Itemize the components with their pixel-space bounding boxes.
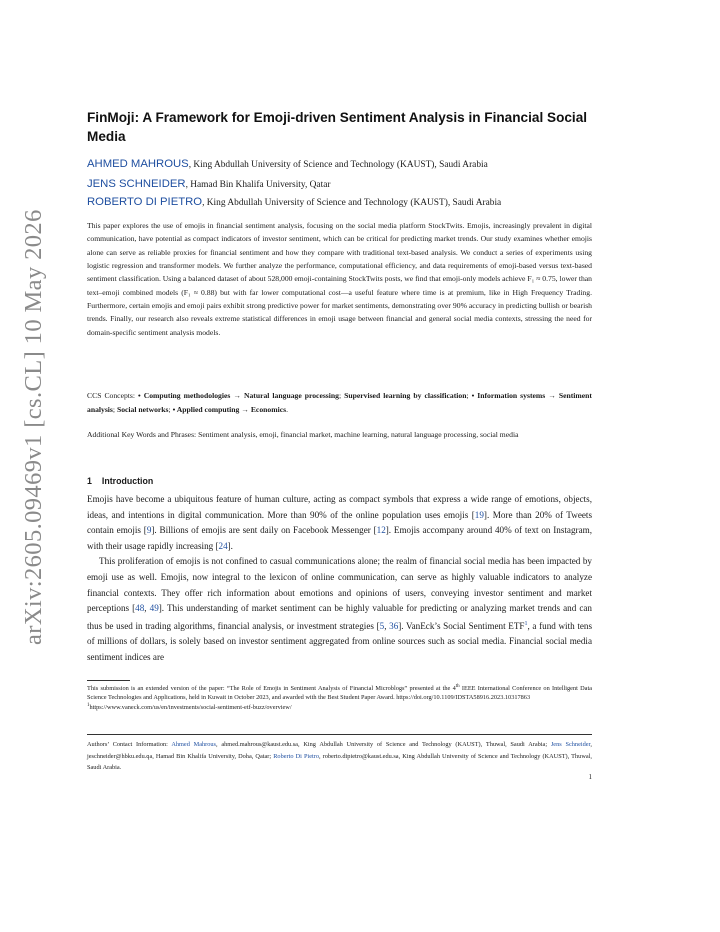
author-line-3 xyxy=(87,195,501,210)
ccs-separator: ; xyxy=(466,391,472,400)
citation-link[interactable]: 19 xyxy=(474,509,484,520)
additional-keywords: Additional Key Words and Phrases: Sentiment analysis, emoji, financial market, machine learning, natural language processing, social media xyxy=(87,430,519,439)
ccs-concept: Supervised learning by classification xyxy=(344,391,467,400)
section-heading xyxy=(87,476,153,486)
ccs-concept: Social networks xyxy=(116,405,169,415)
text-run: , xyxy=(144,603,150,614)
text-run: , a fund with tens of millions of dollars, is solely based on investor sentiment aggregated from online sources such as social media. Financial social media sentiment indices are xyxy=(87,620,593,662)
author-line-2 xyxy=(87,177,331,192)
text-run: ]. Billions of emojis are sent daily on Facebook Messenger [ xyxy=(151,525,377,536)
citation-link[interactable]: 36 xyxy=(389,620,399,631)
citation-link[interactable]: 24 xyxy=(218,540,228,551)
ccs-separator: ; xyxy=(112,405,117,415)
paragraph xyxy=(87,554,592,665)
section-title: Introduction xyxy=(101,476,154,486)
footnote-divider xyxy=(87,680,130,681)
text-run: , ahmed.mahrous@kaust.edu.sa, King Abdullah University of Science and Technology (KAUST), Thuwal, Saudi Arabia; xyxy=(216,741,551,748)
author-name[interactable]: JENS SCHNEIDER xyxy=(87,178,186,190)
ccs-concept: • Applied computing → Economics xyxy=(172,405,287,415)
text-run: ]. VanEck’s Social Sentiment ETF xyxy=(398,620,525,631)
text-run: ]. xyxy=(227,540,233,551)
citation-link[interactable]: 49 xyxy=(149,603,159,614)
text-run: ]. This understanding of market sentiment can be highly valuable for predicting or analyzing market trends and can thus be used in trading algorithms, financial analysis, or investment strategies [ xyxy=(87,603,592,631)
ccs-concepts xyxy=(87,389,592,417)
text-run: , xyxy=(384,620,390,631)
ccs-label: CCS Concepts: xyxy=(87,391,139,400)
superscript: th xyxy=(455,684,460,689)
text-run: Authors’ Contact Information: xyxy=(87,741,172,748)
submission-note xyxy=(87,683,592,702)
citation-link[interactable]: 48 xyxy=(135,603,145,614)
text-run: IEEE International Conference on Intelligent Data Science Technologies and Applications, held in Kuwait in October 2023, and awarded with the Best Student Paper Award. https://doi.org/10.1109/IDSTA58916.2023.10317863 xyxy=(87,685,592,701)
text-run: ]. More than 20% of Tweets contain emojis [ xyxy=(87,509,593,536)
author-affiliation: , King Abdullah University of Science and Technology (KAUST), Saudi Arabia xyxy=(188,160,488,170)
author-name[interactable]: AHMED MAHROUS xyxy=(87,158,189,170)
text-run: This submission is an extended version of the paper: “The Role of Emojis in Sentiment Analysis of Financial Microblogs” presented at the 4 xyxy=(87,685,456,693)
ccs-separator: . xyxy=(286,405,288,415)
ccs-concept: • Information systems → Sentiment analysis xyxy=(87,391,592,415)
ccs-concept: • Computing methodologies → Natural language processing xyxy=(138,391,339,400)
introduction-body xyxy=(87,492,592,666)
paper-title: FinMoji: A Framework for Emoji-driven Sentiment Analysis in Financial Social Media xyxy=(87,110,588,144)
ccs-separator: ; xyxy=(168,405,173,415)
paragraph xyxy=(87,492,592,554)
footnote-url[interactable]: https://www.vaneck.com/us/en/investments/social-sentiment-etf-buzz/overview/ xyxy=(89,704,292,712)
text-run: , jeschneider@hbku.edu.qa, Hamad Bin Khalifa University, Doha, Qatar; xyxy=(87,741,592,760)
section-number: 1 xyxy=(87,476,92,486)
author-affiliation: , King Abdullah University of Science and Technology (KAUST), Saudi Arabia xyxy=(202,198,502,208)
footnotes xyxy=(87,683,592,713)
footnote-number: 1 xyxy=(87,703,90,709)
author-affiliation: , Hamad Bin Khalifa University, Qatar xyxy=(185,180,331,190)
author-name[interactable]: ROBERTO DI PIETRO xyxy=(87,196,203,208)
footnote-1 xyxy=(87,702,592,713)
author-line-1 xyxy=(87,157,488,172)
text-run: This proliferation of emojis is not confined to casual communications alone; the realm of financial social media has been impacted by emoji use as well. Emojis, now integral to the lexicon of online communication, can serve as highly valuable indicators to analyze financial contexts. They offer rich information about emotions and opinions of users, conveying investor sentiment and market perceptions [ xyxy=(87,556,592,614)
author-link[interactable]: Jens Schneider xyxy=(550,741,591,748)
abstract: This paper explores the use of emojis in financial sentiment analysis, focusing on the social media platform StockTwits. Emojis, increasingly prevalent in digital communication, have potential as compact indicators of investor sentiment, which can be critical for predicting market trends. Our study examines whether emojis alone can serve as reliable proxies for financial sentiment and how they compare with traditional text-based analysis. We conduct a series of experiments using logistic regression and transformer models. We further analyze the performance, computational efficiency, and data requirements of emoji-based versus text-based sentiment classification. Using a balanced dataset of about 528,000 emoji-containing StockTwits posts, we find that emoji-only models achieve F₁ ≈ 0.75, lower than text–emoji combined models (F₁ ≈ 0.88) but with far lower computational cost—a useful feature where time is at premium, like in High Frequency Trading. Furthermore, certain emojis and emoji pairs exhibit strong predictive power for market sentiments, demonstrating over 90% accuracy in predicting bullish or bearish trends. Finally, our research also reveals extreme statistical differences in emoji usage between financial and general social media contexts, stressing the need for domain-specific sentiment analysis models. xyxy=(87,221,592,337)
ccs-separator: ; xyxy=(338,391,345,400)
page-number: 1 xyxy=(588,773,592,781)
authors-contact-information xyxy=(87,739,592,774)
contact-divider xyxy=(87,734,592,735)
footnote-marker[interactable]: 1 xyxy=(524,620,528,627)
text-run: Emojis have become a ubiquitous feature of human culture, acting as compact symbols that express a wide range of emotions, objects, ideas, and intentions in digital communication. More than 90% of the online population uses emojis [ xyxy=(87,494,592,520)
citation-link[interactable]: 9 xyxy=(146,525,152,536)
author-link[interactable]: Ahmed Mahrous xyxy=(171,741,217,748)
citation-link[interactable]: 5 xyxy=(379,620,385,631)
citation-link[interactable]: 12 xyxy=(376,525,386,536)
text-run: ]. Emojis accompany around 40% of text on Instagram, with their usage rapidly increasing [ xyxy=(87,525,593,551)
author-link[interactable]: Roberto Di Pietro xyxy=(273,752,319,760)
arxiv-identifier-stamp: arXiv:2605.09469v1 [cs.CL] 10 May 2026 xyxy=(20,209,47,645)
text-run: , roberto.dipietro@kaust.edu.sa, King Abdullah University of Science and Technology (KAUST), Thuwal, Saudi Arabia. xyxy=(87,752,592,771)
